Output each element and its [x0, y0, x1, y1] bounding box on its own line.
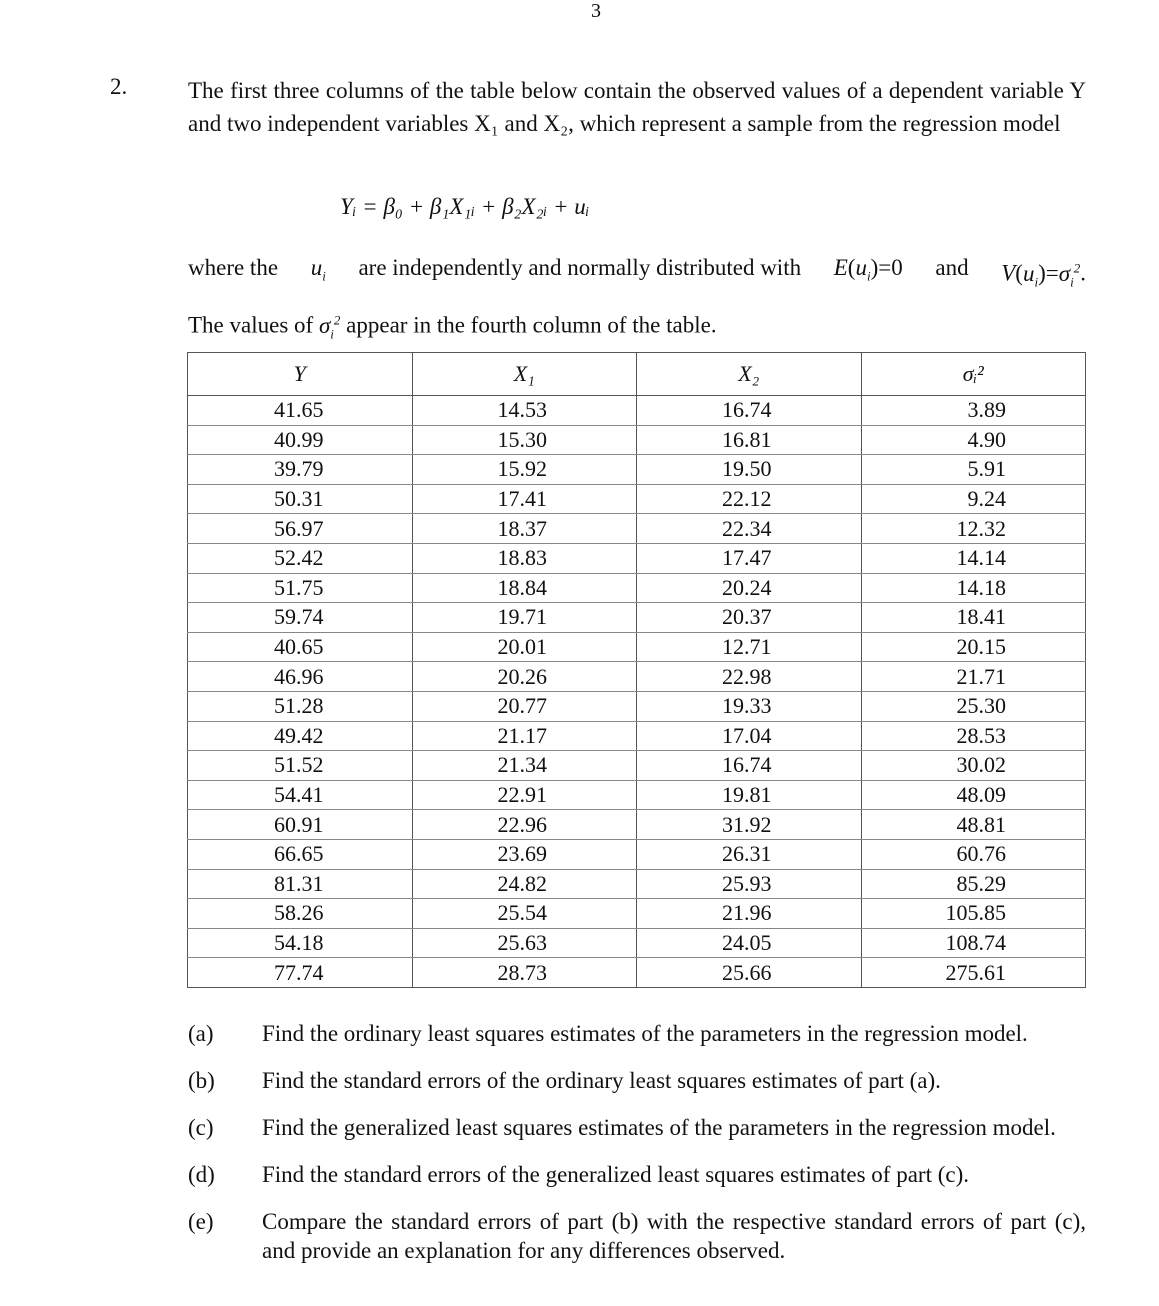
- where-text: where the: [188, 255, 279, 280]
- cell-y: 41.65: [188, 396, 413, 426]
- cell-sigma: 25.30: [861, 691, 1086, 721]
- cell-y: 54.18: [188, 928, 413, 958]
- cell-x1: 22.91: [412, 780, 637, 810]
- cell-sigma: 60.76: [861, 839, 1086, 869]
- cell-sigma: 9.24: [861, 484, 1086, 514]
- cell-x2: 20.37: [637, 603, 862, 633]
- cell-y: 51.28: [188, 691, 413, 721]
- part-label: (b): [188, 1068, 215, 1093]
- cell-x1: 25.63: [412, 928, 637, 958]
- cell-x2: 20.24: [637, 573, 862, 603]
- cell-sigma: 108.74: [861, 928, 1086, 958]
- part-d: [188, 1160, 1086, 1189]
- cell-x2: 19.81: [637, 780, 862, 810]
- cell-x2: 25.93: [637, 869, 862, 899]
- cell-sigma: 5.91: [861, 455, 1086, 485]
- table-header-row: [188, 353, 1086, 396]
- cell-y: 60.91: [188, 810, 413, 840]
- cell-sigma: 12.32: [861, 514, 1086, 544]
- cell-y: 46.96: [188, 662, 413, 692]
- cell-sigma: 30.02: [861, 751, 1086, 781]
- cell-sigma: 14.14: [861, 543, 1086, 573]
- cell-x2: 25.66: [637, 958, 862, 988]
- regression-equation: Yᵢ = β₀ + β₁X₁ᵢ + β₂X₂ᵢ + uᵢ: [340, 194, 590, 219]
- part-e: [188, 1207, 1086, 1265]
- cell-x1: 14.53: [412, 396, 637, 426]
- cell-y: 50.31: [188, 484, 413, 514]
- table-row: [188, 810, 1086, 840]
- cell-x2: 17.04: [637, 721, 862, 751]
- cell-x2: 19.50: [637, 455, 862, 485]
- table-row: [188, 869, 1086, 899]
- cell-y: 52.42: [188, 543, 413, 573]
- cell-x1: 20.26: [412, 662, 637, 692]
- cell-y: 54.41: [188, 780, 413, 810]
- fourth-column-text: appear in the fourth column of the table.: [346, 312, 717, 338]
- question-intro: The first three columns of the table below contain the observed values of a dependent variable Y and two independent variables X₁ and X₂, which represent a sample from the regression model: [188, 78, 1086, 136]
- cell-y: 77.74: [188, 958, 413, 988]
- variance-formula: $V(u_i)=\sigma_i^2$.: [1001, 260, 1086, 290]
- table-row: [188, 839, 1086, 869]
- cell-x2: 22.98: [637, 662, 862, 692]
- cell-y: 39.79: [188, 455, 413, 485]
- cell-sigma: 18.41: [861, 603, 1086, 633]
- cell-x2: 21.96: [637, 899, 862, 929]
- cell-y: 40.99: [188, 425, 413, 455]
- cell-x1: 21.17: [412, 721, 637, 751]
- cell-sigma: 275.61: [861, 958, 1086, 988]
- cell-x2: 22.12: [637, 484, 862, 514]
- cell-sigma: 3.89: [861, 396, 1086, 426]
- part-text: Find the ordinary least squares estimates of the parameters in the regression model.: [262, 1021, 1028, 1046]
- cell-x2: 16.81: [637, 425, 862, 455]
- table-row: [188, 632, 1086, 662]
- cell-y: 51.75: [188, 573, 413, 603]
- data-table: [187, 352, 1086, 988]
- table-row: [188, 780, 1086, 810]
- cell-x2: 16.74: [637, 751, 862, 781]
- table-row: [188, 543, 1086, 573]
- cell-x2: 24.05: [637, 928, 862, 958]
- cell-y: 56.97: [188, 514, 413, 544]
- distribution-text: are independently and normally distributed with: [358, 255, 802, 280]
- cell-y: 66.65: [188, 839, 413, 869]
- cell-x2: 22.34: [637, 514, 862, 544]
- table-body: [188, 396, 1086, 988]
- and-text: and: [935, 255, 969, 280]
- part-label: (a): [188, 1021, 214, 1046]
- part-text: Compare the standard errors of part (b) with the respective standard errors of part (c), and provide an explanation for any differences observed.: [262, 1209, 1086, 1263]
- question-parts: [188, 1019, 1086, 1283]
- cell-x1: 15.92: [412, 455, 637, 485]
- cell-y: 40.65: [188, 632, 413, 662]
- cell-x2: 31.92: [637, 810, 862, 840]
- cell-y: 81.31: [188, 869, 413, 899]
- header-x1: X₁: [412, 353, 637, 396]
- values-of-text: The values of: [188, 312, 314, 338]
- table-row: [188, 691, 1086, 721]
- cell-x1: 20.77: [412, 691, 637, 721]
- expectation-formula: $E(u_i)=0$: [833, 255, 903, 284]
- part-text: Find the standard errors of the ordinary least squares estimates of part (a).: [262, 1068, 941, 1093]
- table-row: [188, 899, 1086, 929]
- cell-x1: 24.82: [412, 869, 637, 899]
- cell-y: 49.42: [188, 721, 413, 751]
- table-row: [188, 928, 1086, 958]
- page-number: 3: [591, 0, 601, 22]
- table-row: [188, 573, 1086, 603]
- part-c: [188, 1113, 1086, 1142]
- cell-x2: 19.33: [637, 691, 862, 721]
- cell-sigma: 14.18: [861, 573, 1086, 603]
- question-number: 2.: [110, 74, 128, 99]
- cell-x1: 18.83: [412, 543, 637, 573]
- cell-sigma: 4.90: [861, 425, 1086, 455]
- cell-x1: 23.69: [412, 839, 637, 869]
- u-i-symbol: $u_i$: [310, 255, 326, 284]
- sigma-symbol: $\sigma_i^2$: [318, 312, 341, 342]
- cell-y: 51.52: [188, 751, 413, 781]
- cell-x1: 21.34: [412, 751, 637, 781]
- cell-sigma: 105.85: [861, 899, 1086, 929]
- cell-x1: 15.30: [412, 425, 637, 455]
- assumptions-line-1: [188, 249, 1086, 301]
- cell-x2: 26.31: [637, 839, 862, 869]
- cell-x1: 20.01: [412, 632, 637, 662]
- cell-x1: 18.37: [412, 514, 637, 544]
- cell-x2: 16.74: [637, 396, 862, 426]
- header-x2: X₂: [637, 353, 862, 396]
- part-text: Find the standard errors of the generalized least squares estimates of part (c).: [262, 1162, 969, 1187]
- table-row: [188, 484, 1086, 514]
- assumptions-line-2: [188, 301, 1086, 353]
- table-row: [188, 455, 1086, 485]
- part-a: [188, 1019, 1086, 1048]
- cell-x1: 28.73: [412, 958, 637, 988]
- part-label: (e): [188, 1209, 214, 1234]
- part-text: Find the generalized least squares estimates of the parameters in the regression model.: [262, 1115, 1056, 1140]
- part-b: [188, 1066, 1086, 1095]
- cell-sigma: 20.15: [861, 632, 1086, 662]
- header-y: Y: [188, 353, 413, 396]
- table-row: [188, 721, 1086, 751]
- table-row: [188, 514, 1086, 544]
- table-row: [188, 603, 1086, 633]
- header-sigma: σᵢ²: [861, 353, 1086, 396]
- cell-sigma: 85.29: [861, 869, 1086, 899]
- cell-x1: 17.41: [412, 484, 637, 514]
- cell-x1: 18.84: [412, 573, 637, 603]
- table-row: [188, 425, 1086, 455]
- cell-sigma: 21.71: [861, 662, 1086, 692]
- cell-y: 58.26: [188, 899, 413, 929]
- cell-x2: 17.47: [637, 543, 862, 573]
- table-row: [188, 751, 1086, 781]
- error-assumptions: [188, 249, 1086, 354]
- cell-sigma: 48.81: [861, 810, 1086, 840]
- cell-x2: 12.71: [637, 632, 862, 662]
- part-label: (c): [188, 1115, 214, 1140]
- cell-x1: 25.54: [412, 899, 637, 929]
- cell-y: 59.74: [188, 603, 413, 633]
- table-row: [188, 662, 1086, 692]
- cell-sigma: 28.53: [861, 721, 1086, 751]
- table-row: [188, 396, 1086, 426]
- cell-x1: 22.96: [412, 810, 637, 840]
- cell-x1: 19.71: [412, 603, 637, 633]
- cell-sigma: 48.09: [861, 780, 1086, 810]
- table-row: [188, 958, 1086, 988]
- part-label: (d): [188, 1162, 215, 1187]
